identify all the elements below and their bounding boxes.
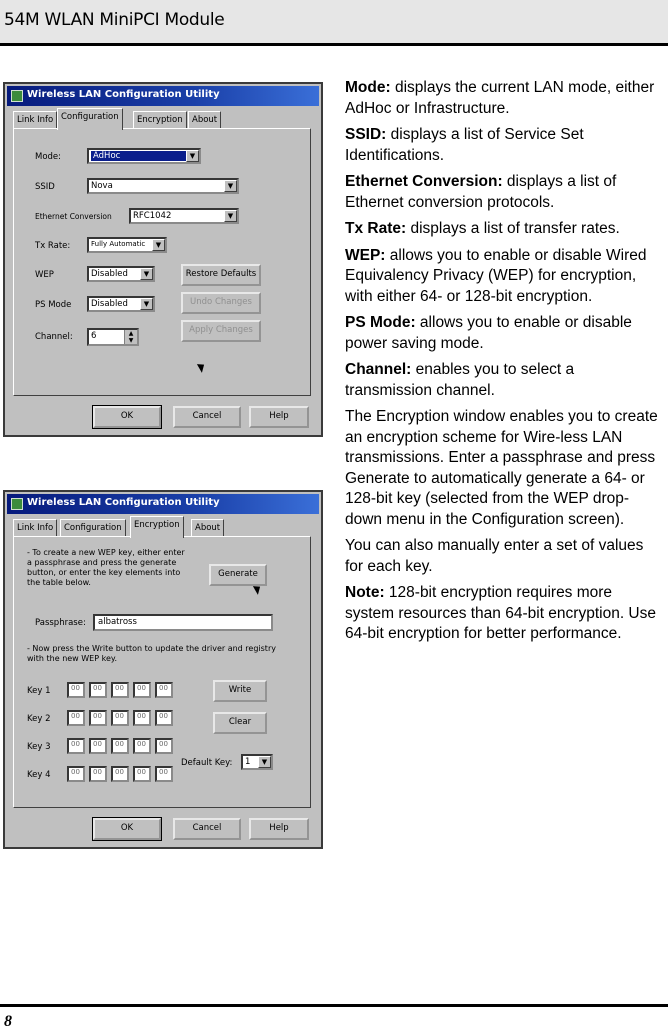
key3-byte[interactable]: 00	[67, 738, 85, 754]
default-key-select[interactable]: 1 ▼	[241, 754, 273, 770]
configuration-panel	[13, 128, 311, 396]
passphrase-label: Passphrase:	[35, 618, 86, 628]
key4-byte[interactable]: 00	[89, 766, 107, 782]
chevron-down-icon: ▼	[140, 298, 153, 310]
write-instruction-text: - Now press the Write button to update the driver and registry with the new WEP key.	[27, 644, 276, 663]
key1-byte[interactable]: 00	[111, 682, 129, 698]
mode-select[interactable]: AdHoc ▼	[87, 148, 201, 164]
dialog-title: Wireless LAN Configuration Utility	[27, 497, 220, 508]
ssid-label: SSID	[35, 182, 55, 192]
spinner-arrows-icon[interactable]: ▲ ▼	[124, 330, 137, 344]
channel-description: Channel: enables you to select a transmission channel.	[345, 361, 575, 399]
encryption-dialog-screenshot	[3, 490, 323, 849]
key1-byte[interactable]: 00	[89, 682, 107, 698]
key2-byte[interactable]: 00	[133, 710, 151, 726]
chevron-down-icon: ▼	[224, 210, 237, 222]
tab-configuration[interactable]: Configuration	[60, 519, 126, 537]
key4-byte[interactable]: 00	[111, 766, 129, 782]
page-number: 8	[4, 1013, 12, 1030]
key4-label: Key 4	[27, 770, 51, 780]
key4-byte[interactable]: 00	[133, 766, 151, 782]
wep-select[interactable]: Disabled ▼	[87, 266, 155, 282]
tab-about[interactable]: About	[188, 111, 221, 129]
tab-about[interactable]: About	[191, 519, 224, 537]
page-title: 54M WLAN MiniPCI Module	[4, 10, 225, 30]
key1-byte[interactable]: 00	[155, 682, 173, 698]
dialog-title: Wireless LAN Configuration Utility	[27, 89, 220, 100]
app-icon	[11, 498, 23, 510]
key2-byte[interactable]: 00	[89, 710, 107, 726]
tab-link-info[interactable]: Link Info	[13, 111, 57, 129]
ssid-description: SSID: displays a list of Service Set Identifications.	[345, 126, 584, 164]
encryption-paragraph: The Encryption window enables you to create an encryption scheme for Wire-less LAN transmissions. Enter a passphrase and press Generate to automatically generate a 64- or 128-bit key (selected from the WEP drop-down menu in the Configuration screen).	[345, 408, 658, 528]
note-paragraph: Note: 128-bit encryption requires more system resources than 64-bit encryption. Use 64-bit encryption for better performance.	[345, 584, 656, 642]
tab-configuration[interactable]: Configuration	[57, 108, 123, 130]
chevron-down-icon: ▼	[152, 239, 165, 251]
key3-label: Key 3	[27, 742, 51, 752]
ethernet-conversion-label: Ethernet Conversion	[35, 212, 112, 221]
tab-encryption[interactable]: Encryption	[130, 516, 184, 538]
key3-byte[interactable]: 00	[133, 738, 151, 754]
dialog-titlebar	[7, 494, 319, 514]
tab-encryption[interactable]: Encryption	[133, 111, 187, 129]
ps-mode-description: PS Mode: allows you to enable or disable power saving mode.	[345, 314, 632, 352]
app-icon	[11, 90, 23, 102]
cancel-button[interactable]: Cancel	[173, 818, 241, 840]
chevron-down-icon: ▼	[258, 756, 271, 768]
wep-label: WEP	[35, 270, 54, 280]
key2-label: Key 2	[27, 714, 51, 724]
ethernet-conversion-description: Ethernet Conversion: displays a list of Ethernet conversion protocols.	[345, 173, 617, 211]
cancel-button[interactable]: Cancel	[173, 406, 241, 428]
key1-byte[interactable]: 00	[133, 682, 151, 698]
chevron-down-icon: ▼	[224, 180, 237, 192]
tx-rate-description: Tx Rate: displays a list of transfer rates.	[345, 220, 620, 237]
ps-mode-select[interactable]: Disabled ▼	[87, 296, 155, 312]
key3-byte[interactable]: 00	[89, 738, 107, 754]
tx-rate-select[interactable]: Fully Automatic ▼	[87, 237, 167, 253]
key4-byte[interactable]: 00	[67, 766, 85, 782]
key3-byte[interactable]: 00	[111, 738, 129, 754]
mode-description: Mode: displays the current LAN mode, either AdHoc or Infrastructure.	[345, 79, 655, 117]
chevron-down-icon: ▼	[186, 150, 199, 162]
wep-description: WEP: allows you to enable or disable Wired Equivalency Privacy (WEP) for encryption, with either 64- or 128-bit encryption.	[345, 246, 647, 305]
undo-changes-button[interactable]: Undo Changes	[181, 292, 261, 314]
page-header	[0, 0, 668, 46]
apply-changes-button[interactable]: Apply Changes	[181, 320, 261, 342]
key1-byte[interactable]: 00	[67, 682, 85, 698]
ok-button[interactable]: OK	[93, 406, 161, 428]
key1-label: Key 1	[27, 686, 51, 696]
manual-key-paragraph: You can also manually enter a set of values for each key.	[345, 537, 644, 575]
tab-link-info[interactable]: Link Info	[13, 519, 57, 537]
key2-byte[interactable]: 00	[111, 710, 129, 726]
ps-mode-label: PS Mode	[35, 300, 72, 310]
key2-byte[interactable]: 00	[155, 710, 173, 726]
help-button[interactable]: Help	[249, 406, 309, 428]
config-dialog-screenshot	[3, 82, 323, 437]
help-button[interactable]: Help	[249, 818, 309, 840]
ok-button[interactable]: OK	[93, 818, 161, 840]
default-key-label: Default Key:	[181, 758, 233, 768]
generate-button[interactable]: Generate	[209, 564, 267, 586]
key3-byte[interactable]: 00	[155, 738, 173, 754]
page-footer	[0, 1004, 668, 1030]
channel-label: Channel:	[35, 332, 73, 342]
clear-button[interactable]: Clear	[213, 712, 267, 734]
instruction-text: - To create a new WEP key, either enter a passphrase and press the generate button, or enter the key elements into the table below.	[27, 548, 185, 587]
key4-byte[interactable]: 00	[155, 766, 173, 782]
mode-label: Mode:	[35, 152, 62, 162]
ethernet-conversion-select[interactable]: RFC1042 ▼	[129, 208, 239, 224]
passphrase-input[interactable]: albatross	[93, 614, 273, 631]
key2-byte[interactable]: 00	[67, 710, 85, 726]
restore-defaults-button[interactable]: Restore Defaults	[181, 264, 261, 286]
description-text-column	[345, 78, 663, 651]
chevron-down-icon: ▼	[140, 268, 153, 280]
dialog-titlebar	[7, 86, 319, 106]
tx-rate-label: Tx Rate:	[35, 241, 71, 251]
ssid-select[interactable]: Nova ▼	[87, 178, 239, 194]
write-button[interactable]: Write	[213, 680, 267, 702]
channel-spinner[interactable]: 6 ▲ ▼	[87, 328, 139, 346]
